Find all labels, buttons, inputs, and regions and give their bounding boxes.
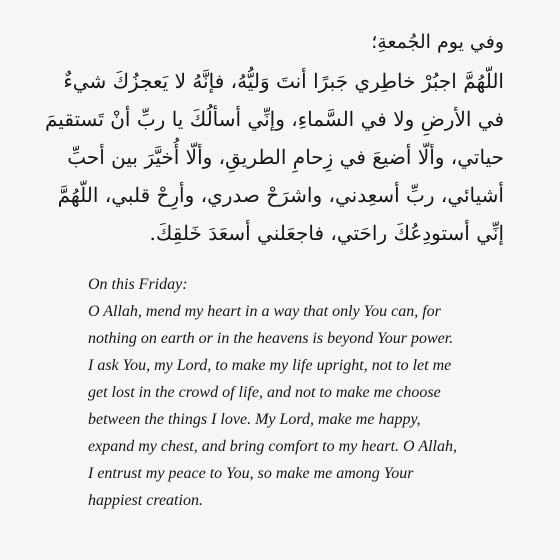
english-heading: On this Friday: xyxy=(88,276,188,293)
english-translation-block xyxy=(88,271,520,514)
arabic-line-5: إنِّي أستودِعُكَ راحَتي، فاجعَلني أسعَدَ خَلقِكَ. xyxy=(149,221,504,245)
english-line-1: O Allah, mend my heart in a way that only You can, for xyxy=(88,303,441,320)
english-line-5: between the things I love. My Lord, make me happy, xyxy=(88,411,421,428)
arabic-line-1: اللّهُمَّ اجبُرْ خاطِري جَبرًا أنتَ وَليُّهُ، فإنَّهُ لا يَعجزُكَ شيءٌ xyxy=(63,69,504,93)
arabic-line-2: في الأرضِ ولا في السَّماءِ، وإنِّي أسألُكَ يا ربِّ أنْ تَستقيمَ xyxy=(44,107,504,131)
english-line-7: I entrust my peace to You, so make me among Your xyxy=(88,465,414,482)
english-line-2: nothing on earth or in the heavens is beyond Your power. xyxy=(88,330,454,347)
arabic-line-3: حياتي، وألّا أضيعَ في زِحامِ الطريقِ، وألّا أُخيَّرَ بين أحبِّ xyxy=(67,145,504,169)
english-line-3: I ask You, my Lord, to make my life upright, not to let me xyxy=(88,357,452,374)
arabic-line-4: أشيائي، ربِّ أسعِدني، واشرَحْ صدري، وأرِحْ قلبي، اللّهُمَّ xyxy=(57,183,504,207)
arabic-prayer-block xyxy=(0,22,560,252)
english-line-6: expand my chest, and bring comfort to my heart. O Allah, xyxy=(88,438,457,455)
english-line-4: get lost in the crowd of life, and not to make me choose xyxy=(88,384,441,401)
english-line-8: happiest creation. xyxy=(88,492,203,509)
arabic-heading: وفي يوم الجُمعةِ؛ xyxy=(371,31,504,53)
